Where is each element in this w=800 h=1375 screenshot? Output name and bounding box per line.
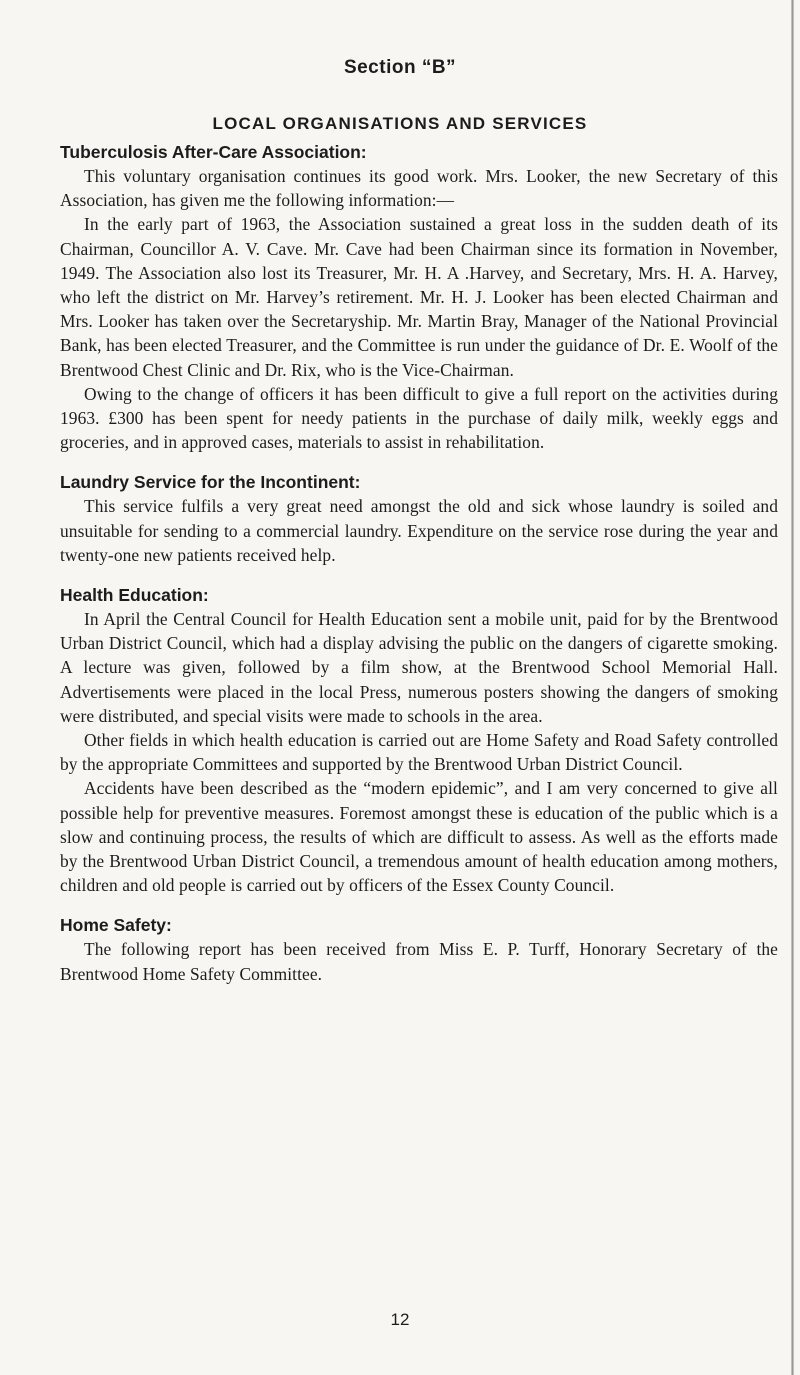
paragraph: This voluntary organisation continues its good work. Mrs. Looker, the new Secretary of this Association, has given me the following information:— [60, 166, 778, 211]
paragraph: Other fields in which health education is carried out are Home Safety and Road Safety controlled by the appropriate Committees and supported by the Brentwood Urban District Council. [60, 730, 778, 775]
section-label: Section “B” [343, 57, 457, 78]
page-edge-line [791, 0, 794, 1375]
paragraph: Owing to the change of officers it has been difficult to give a full report on the activities during 1963. £300 has been spent for needy patients in the purchase of daily milk, weekly eggs and groceries, and in approved cases, materials to assist in rehabilitation. [60, 383, 778, 453]
paragraph: Accidents have been described as the “modern epidemic”, and I am very concerned to give all possible help for preventive measures. Foremost amongst these is education of the public which is a slow and continuing process, the results of which are difficult to assess. As well as the efforts made by the Brentwood Urban District Council, a tremendous amount of health education among mothers, children and old people is carried out by officers of the Essex County Council. [60, 778, 778, 896]
paragraph: The following report has been received from Miss E. P. Turff, Honorary Secretary of the Brentwood Home Safety Committee. [60, 939, 778, 984]
paragraph: In April the Central Council for Health Education sent a mobile unit, paid for by the Brentwood Urban District Council, which had a display advising the public on the dangers of cigarette smoking. A lecture was given, followed by a film show, at the Brentwood School Memorial Hall. Advertisements were placed in the local Press, numerous posters showing the dangers of smoking were distributed, and special visits were made to schools in the area. [60, 609, 778, 726]
page-title: LOCAL ORGANISATIONS AND SERVICES [212, 114, 588, 133]
heading-laundry-service: Laundry Service for the Incontinent: [60, 472, 361, 493]
page-number: 12 [390, 1310, 410, 1329]
document-body [60, 140, 778, 986]
paragraph: In the early part of 1963, the Association sustained a great loss in the sudden death of its Chairman, Councillor A. V. Cave. Mr. Cave had been Chairman since its formation in November, 1949. The Association also lost its Treasurer, Mr. H. A .Harvey, and Secretary, Mrs. H. A. Harvey, who left the district on Mr. Harvey’s retirement. Mr. H. J. Looker has been elected Chairman and Mrs. Looker has taken over the Secretaryship. Mr. Martin Bray, Manager of the National Provincial Bank, has been elected Treasurer, and the Committee is run under the guidance of Dr. E. Woolf of the Brentwood Chest Clinic and Dr. Rix, who is the Vice-Chairman. [60, 214, 778, 380]
paragraph: This service fulfils a very great need amongst the old and sick whose laundry is soiled and unsuitable for sending to a commercial laundry. Expenditure on the service rose during the year and twenty-one new patients received help. [60, 496, 778, 565]
heading-health-education: Health Education: [60, 585, 209, 606]
heading-tb-association: Tuberculosis After-Care Association: [60, 142, 367, 162]
heading-home-safety: Home Safety: [60, 915, 172, 936]
